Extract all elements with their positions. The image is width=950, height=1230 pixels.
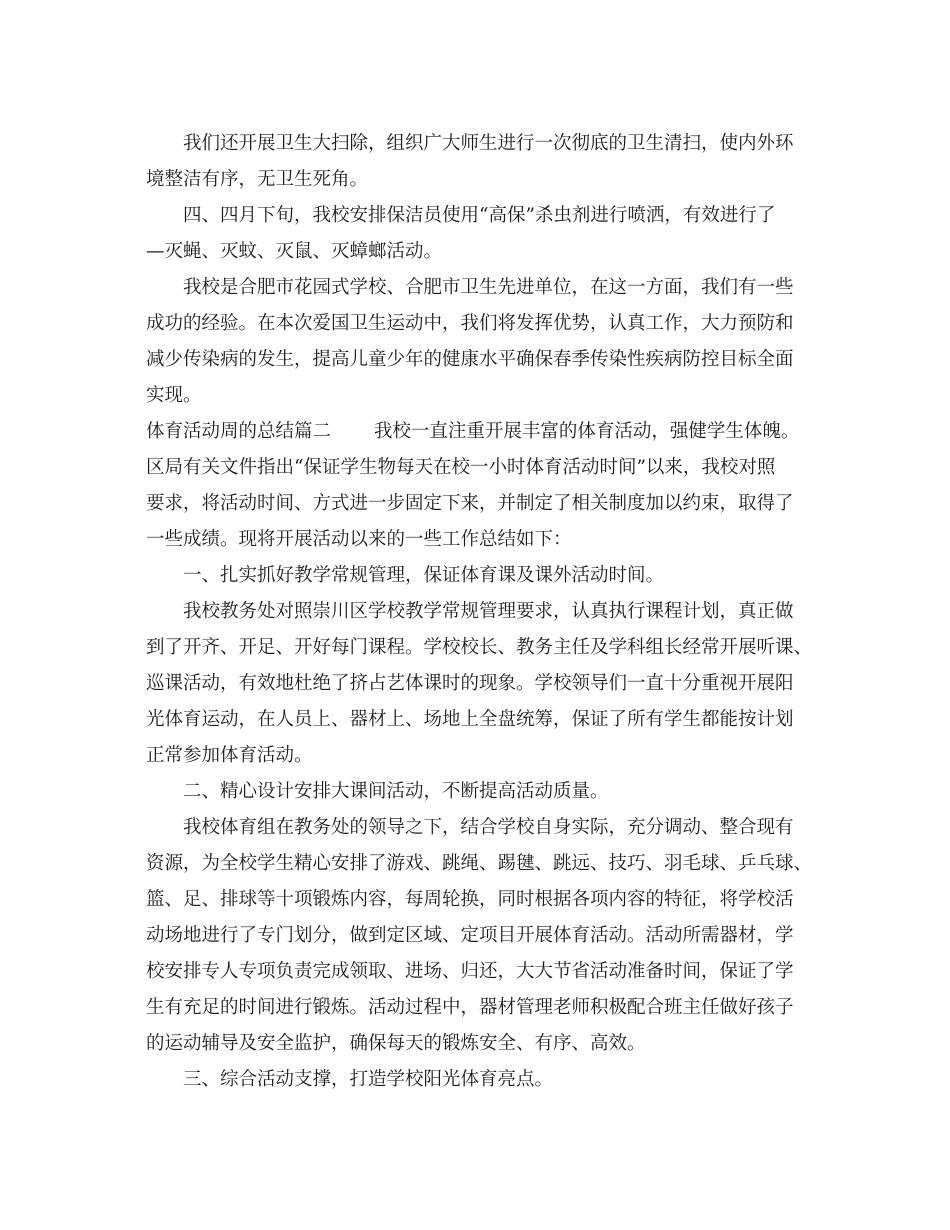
text-line: 资源，为全校学生精心安排了游戏、跳绳、踢毽、跳远、技巧、羽毛球、乒乓球、: [146, 853, 813, 874]
text-line: —灭蝇、灭蚊、灭鼠、灭蟑螂活动。: [146, 241, 443, 262]
text-line: 境整洁有序，无卫生死角。: [146, 169, 369, 190]
text-line: 动场地进行了专门划分，做到定区域、定项目开展体育活动。活动所需器材，学: [146, 925, 794, 946]
text-line: 要求，将活动时间、方式进一步固定下来，并制定了相关制度加以约束，取得了: [146, 493, 794, 514]
text-line: 成功的经验。在本次爱国卫生运动中，我们将发挥优势，认真工作，大力预防和: [146, 313, 794, 334]
text-line: 生有充足的时间进行锻炼。活动过程中，器材管理老师积极配合班主任做好孩子: [146, 997, 794, 1018]
text-line: 我校教务处对照崇川区学校教学常规管理要求，认真执行课程计划，真正做: [146, 601, 794, 622]
text-line: 正常参加体育活动。: [146, 745, 313, 766]
text-line: 二、精心设计安排大课间活动，不断提高活动质量。: [146, 781, 609, 802]
text-line: 光体育运动，在人员上、器材上、场地上全盘统筹，保证了所有学生都能按计划: [146, 709, 794, 730]
text-line: 我校是合肥市花园式学校、合肥市卫生先进单位，在这一方面，我们有一些: [146, 277, 794, 298]
text-line: 我校体育组在教务处的领导之下，结合学校自身实际，充分调动、整合现有: [146, 817, 794, 838]
text-line: 区局有关文件指出“保证学生物每天在校一小时体育活动时间”以来，我校对照: [146, 457, 776, 478]
text-line: 到了开齐、开足、开好每门课程。学校校长、教务主任及学科组长经常开展听课、: [146, 637, 813, 658]
text-line: 四、四月下旬，我校安排保洁员使用“高保”杀虫剂进行喷洒，有效进行了: [146, 205, 776, 226]
text-line: 巡课活动，有效地杜绝了挤占艺体课时的现象。学校领导们一直十分重视开展阳: [146, 673, 794, 694]
text-line: 一、扎实抓好教学常规管理，保证体育课及课外活动时间。: [146, 565, 665, 586]
text-line: 一些成绩。现将开展活动以来的一些工作总结如下：: [146, 529, 572, 550]
text-line: 的运动辅导及安全监护，确保每天的锻炼安全、有序、高效。: [146, 1033, 646, 1054]
text-line: 三、综合活动支撑，打造学校阳光体育亮点。: [146, 1069, 554, 1090]
text-line: 减少传染病的发生，提高儿童少年的健康水平确保春季传染性疾病防控目标全面: [146, 349, 794, 370]
section-heading-line: 体育活动周的总结篇二 我校一直注重开展丰富的体育活动，强健学生体魄。: [146, 421, 800, 442]
text-line: 校安排专人专项负责完成领取、进场、归还，大大节省活动准备时间，保证了学: [146, 961, 794, 982]
text-line: 篮、足、排球等十项锻炼内容，每周轮换，同时根据各项内容的特征，将学校活: [146, 889, 794, 910]
text-line: 我们还开展卫生大扫除，组织广大师生进行一次彻底的卫生清扫，使内外环: [146, 133, 794, 154]
text-line: 实现。: [146, 385, 202, 406]
